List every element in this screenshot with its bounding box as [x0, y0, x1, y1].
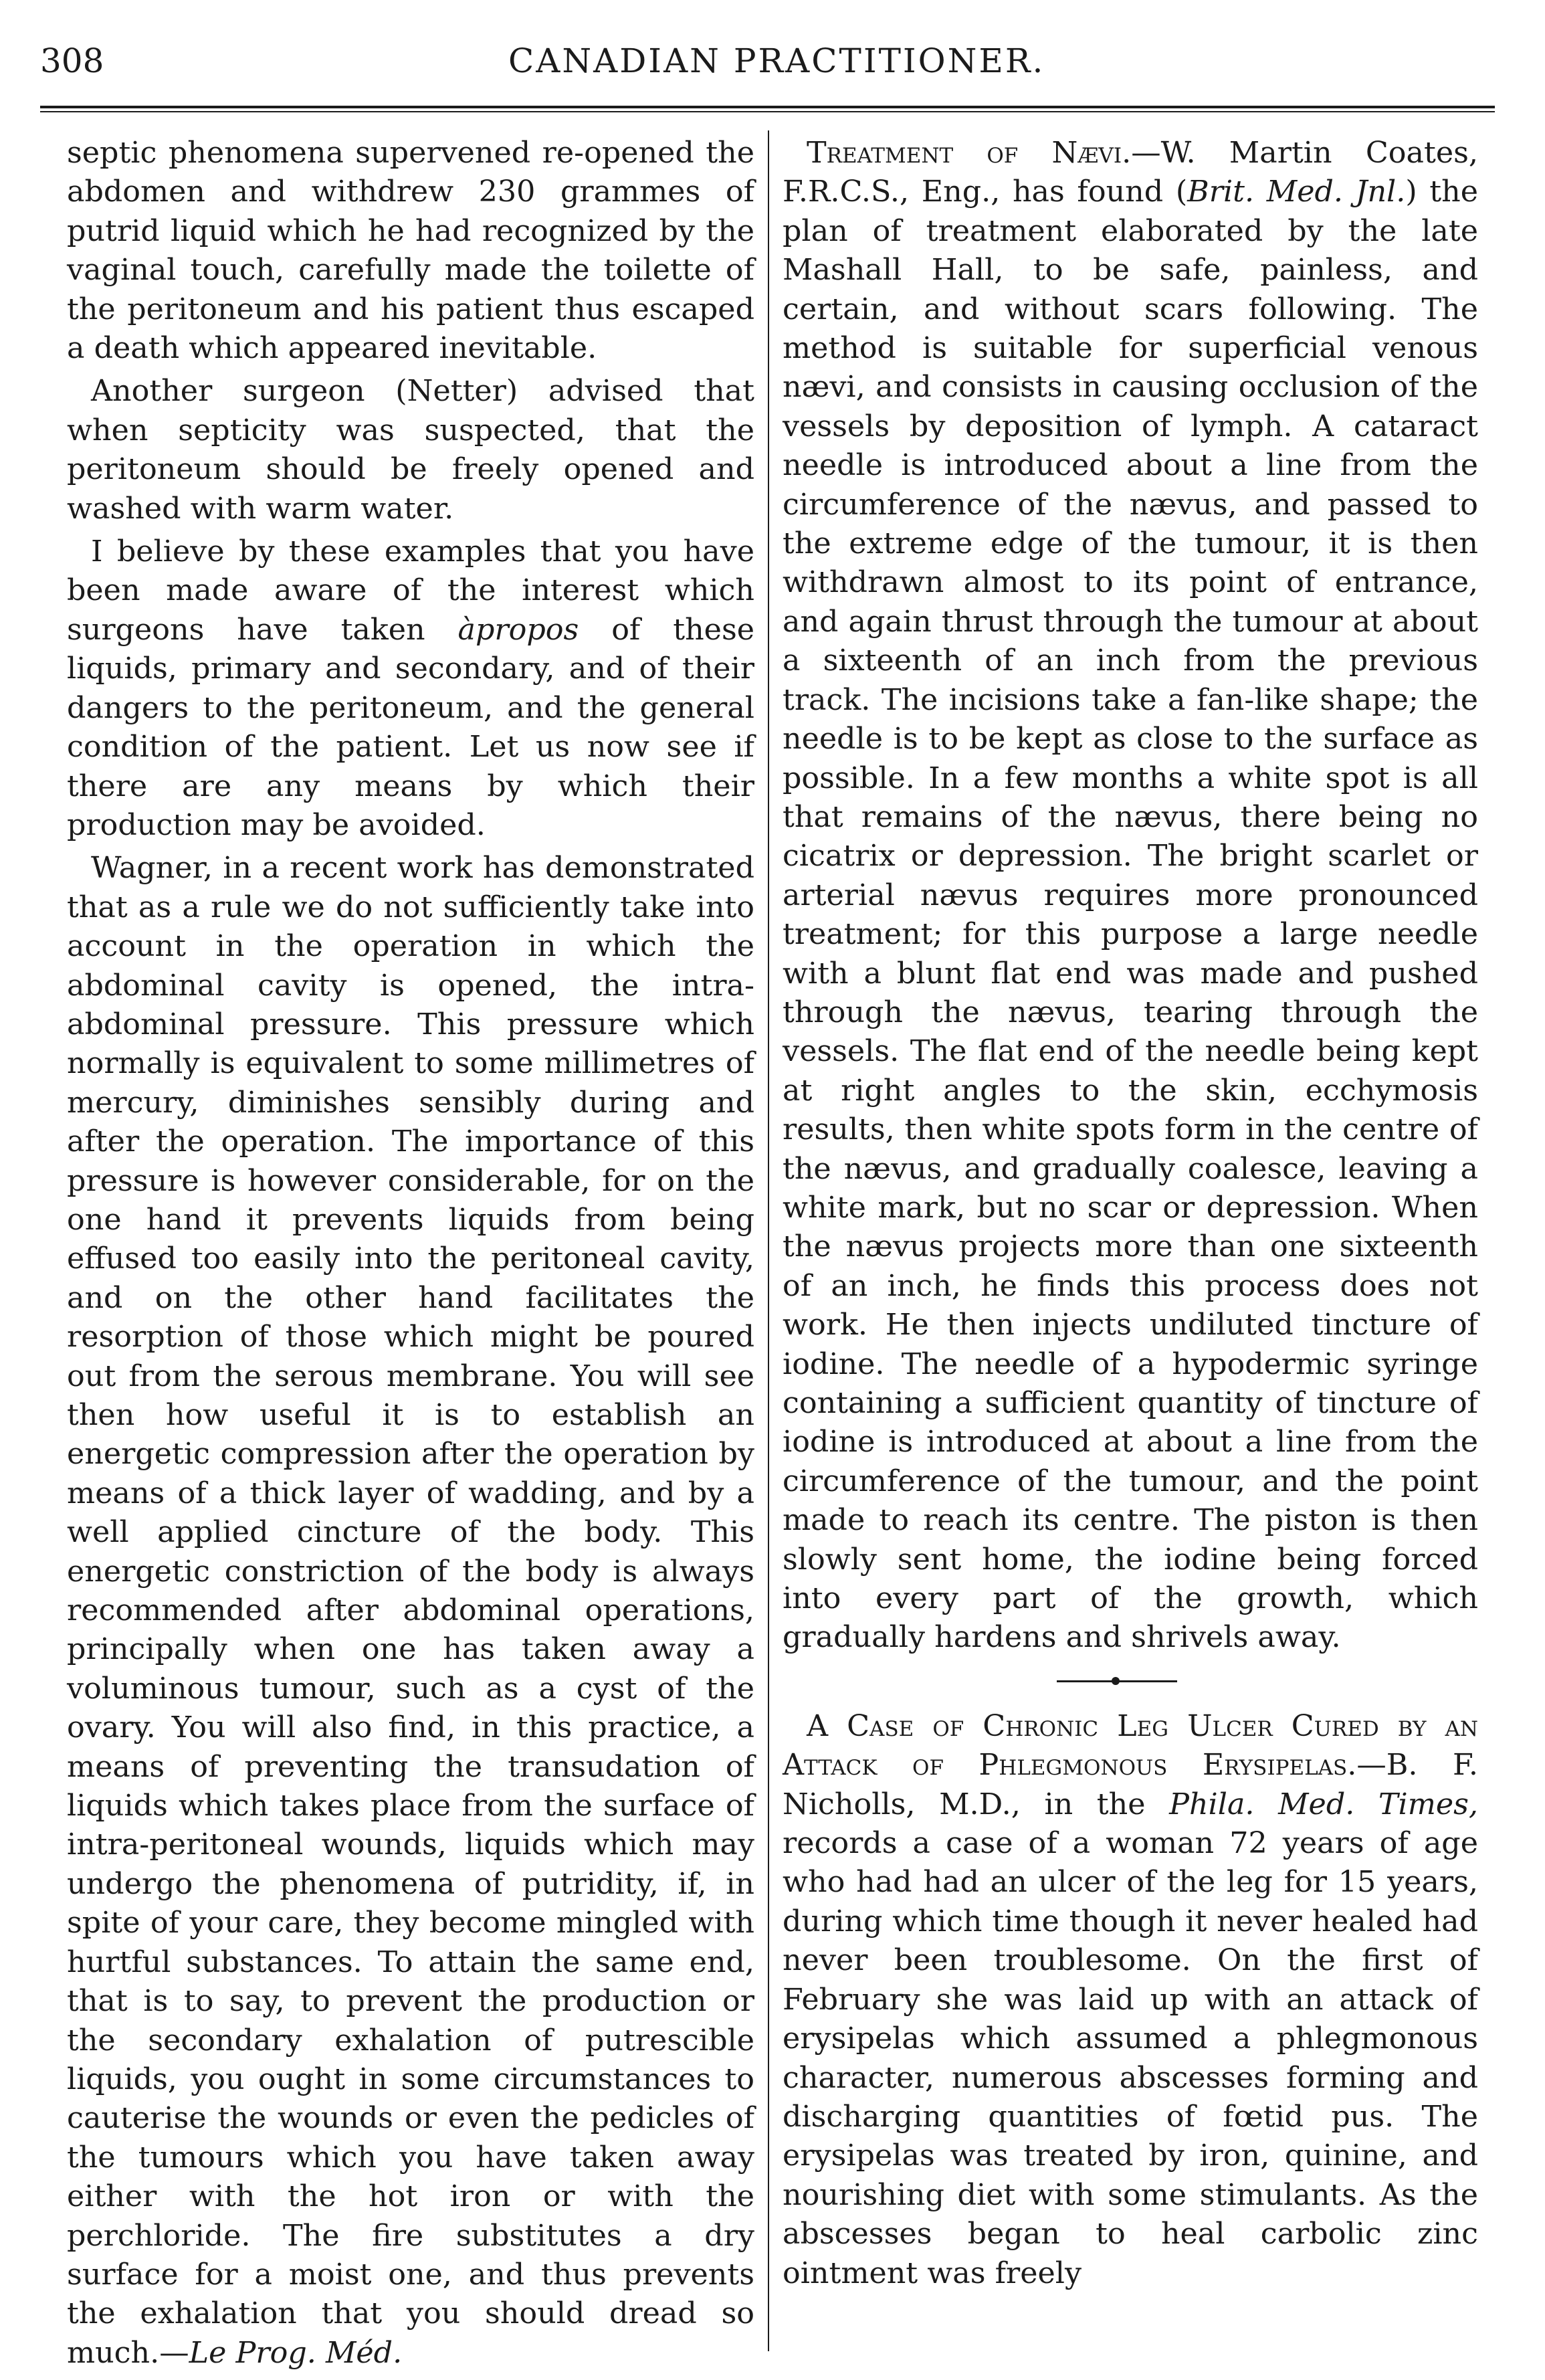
- page-header: [0, 41, 1545, 95]
- paragraph-netter: Another surgeon (Netter) advised that when septicity was suspected, that the peritoneum should be freely opened and washed with warm water.: [67, 374, 754, 526]
- article-heading: A Case of Chronic Leg Ulcer Cured by an Attack of Phlegmonous Erysipelas.: [783, 1708, 1478, 1783]
- journal-name: Brit. Med. Jnl.: [1187, 175, 1406, 209]
- column-divider: [768, 130, 769, 2351]
- article-naevi: [783, 134, 1478, 1658]
- text-run: —B. F. Nicholls, M.D., in the: [783, 1748, 1478, 1821]
- article-leg-ulcer: [783, 1707, 1478, 2293]
- text-run: ) the plan of treatment elaborated by the late Mashall Hall, to be safe, painless, and certain, and without scars following. The method is suitable for superficial venous nævi, and consists in causing occlusion of the vessels by deposition of lymph. A cataract needle is introduced about a line from the circumference of the nævus, and passed to the extreme edge of the tumour, it is then withdrawn almost to its point of entrance, and again thrust through the tumour at about a sixteenth of an inch from the previous track. The incisions take a fan-like shape; the needle is to be kept as close to the surface as possible. In a few months a white spot is all that remains of the nævus, there being no cicatrix or depression. The bright scarlet or arterial nævus requires more pronounced treatment; for this purpose a large needle with a blunt flat end was made and pushed through the nævus, tearing through the vessels. The flat end of the needle being kept at right angles to the skin, ecchymosis results, then white spots form in the centre of the nævus, and gradually coalesce, leaving a white mark, but no scar or depression. When the nævus projects more than one sixteenth of an inch, he finds this process does not work. He then injects undiluted tincture of iodine. The needle of a hypodermic syringe containing a sufficient quantity of tincture of iodine is introduced at about a line from the circumference of the tumour, and the point made to reach its centre. The piston is then slowly sent home, the iodine being forced into every part of the growth, which gradually hardens and shrivels away.: [783, 175, 1478, 1655]
- paragraph-continued: septic phenomena supervened re-opened the abdomen and withdrew 230 grammes of putrid liquid which he had recognized by the vaginal touch, carefully made the toilette of the peritoneum and his patient thus escaped a death which appeared inevitable.: [67, 136, 754, 366]
- header-rule: [40, 106, 1495, 108]
- left-column: [67, 134, 754, 2377]
- text-run: records a case of a woman 72 years of age who had had an ulcer of the leg for 15 years, during which time though it never healed had never been troublesome. On the first of February she was laid up with an attack of erysipelas which assumed a phlegmonous character, numerous abscesses forming and discharging quantities of fœtid pus. The erysipelas was treated by iron, quinine, and nourishing diet with some stimulants. As the abscesses began to heal carbolic zinc ointment was freely: [783, 1826, 1478, 2290]
- article-heading: Treatment of Nævi.: [807, 136, 1132, 170]
- right-column: [783, 134, 1478, 2297]
- italic-term: àpropos: [457, 612, 579, 647]
- page-number: 308: [40, 41, 104, 80]
- journal-name: Phila. Med. Times,: [1169, 1787, 1478, 1821]
- header-rule-thin: [40, 111, 1495, 112]
- text-run: of these liquids, primary and secondary, and of their dangers to the peritoneum, and the general condition of the patient. Let us now see if there are any means by which their production may be avoided.: [67, 612, 754, 842]
- text-run: Wagner, in a recent work has demonstrated that as a rule we do not sufficiently take into account in the operation in which the abdominal cavity is opened, the intra-abdominal pressure. This pressure which normally is equivalent to some millimetres of mercury, diminishes sensibly during and after the operation. The importance of this pressure is however considerable, for on the one hand it prevents liquids from being effused too easily into the peritoneal cavity, and on the other hand facilitates the resorption of those which might be poured out from the serous membrane. You will see then how useful it is to establish an energetic compression after the operation by means of a thick layer of wadding, and by a well applied cincture of the body. This energetic constriction of the body is always recommended after abdominal operations, principally when one has taken away a voluminous tumour, such as a cyst of the ovary. You will also find, in this practice, a means of preventing the transudation of liquids which takes place from the surface of intra-peritoneal wounds, liquids which may undergo the phenomena of putridity, if, in spite of your care, they become mingled with hurtful substances. To attain the same end, that is to say, to prevent the production or the secondary exhalation of putrescible liquids, you ought in some circumstances to cauterise the wounds or even the pedicles of the tumours which you have taken away either with the hot iron or with the perchloride. The fire substitutes a dry surface for a moist one, and thus prevents the exhalation that you should dread so much.—: [67, 851, 754, 2370]
- text-run: I believe by these examples that you have been made aware of the interest which surgeons have taken: [67, 534, 754, 647]
- paragraph-examples: [67, 532, 754, 845]
- paragraph-wagner: [67, 849, 754, 2373]
- source-citation: Le Prog. Méd.: [189, 2335, 403, 2370]
- running-title: CANADIAN PRACTITIONER.: [508, 41, 1045, 80]
- section-separator: [783, 1662, 1478, 1700]
- text-run: —W. Martin Coates, F.R.C.S., Eng., has found (: [783, 136, 1478, 209]
